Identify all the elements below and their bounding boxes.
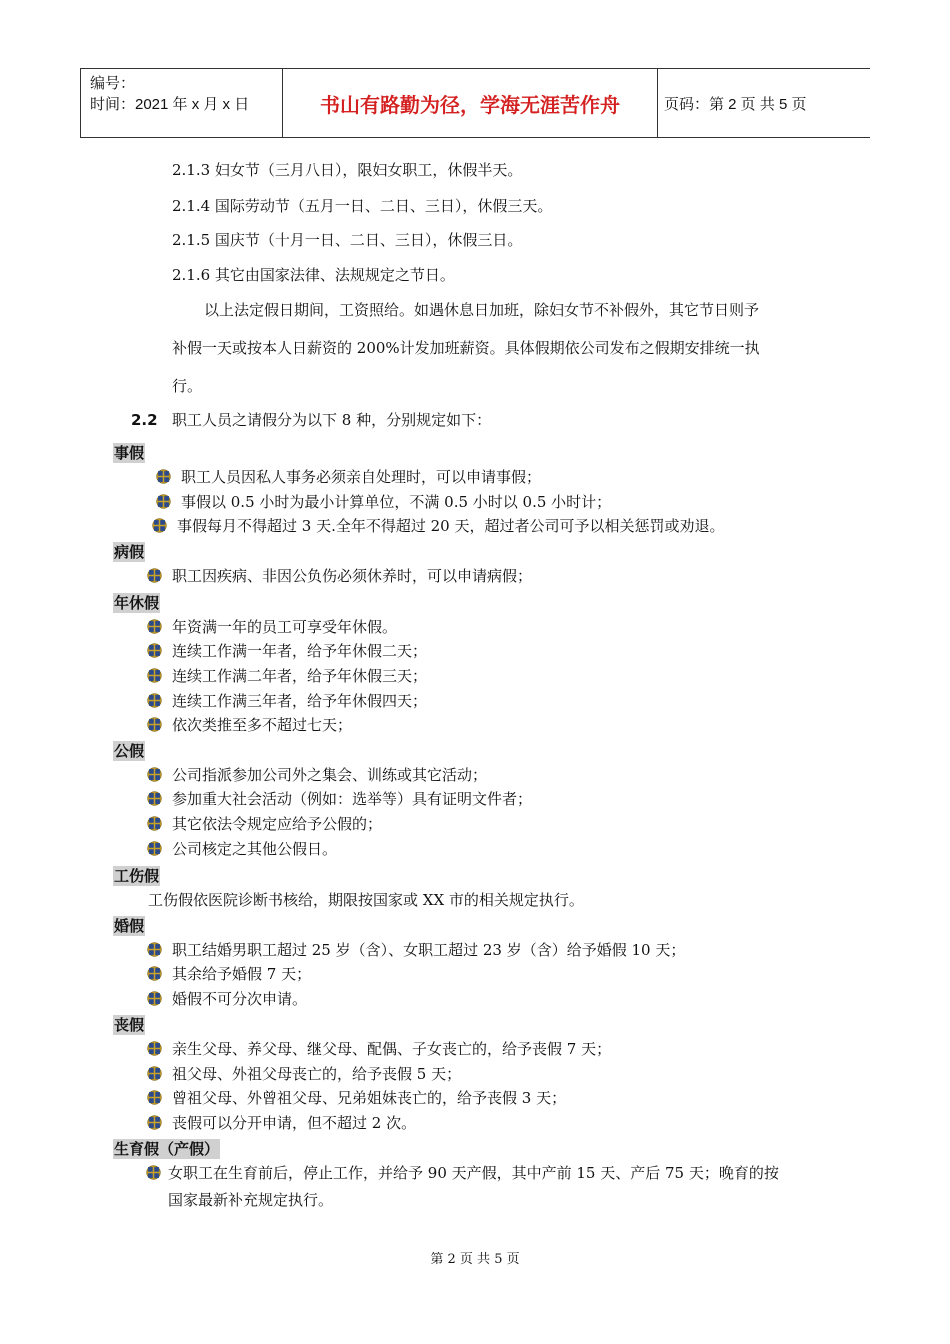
holiday-note-line: 以上法定假日期间，工资照给。如遇休息日加班，除妇女节不补假外，其它节日则予 — [204, 301, 760, 319]
section-title-official-leave: 公假 — [114, 742, 145, 760]
list-item: 职工结婚男职工超过 25 岁（含）、女职工超过 23 岁（含）给予婚假 10 天； — [172, 940, 685, 960]
holiday-note-line: 行。 — [172, 377, 203, 395]
bullet-icon — [147, 816, 162, 831]
list-item: 连续工作满一年者，给予年休假二天； — [172, 641, 427, 661]
bullet-icon — [152, 518, 167, 533]
bullet-icon — [147, 643, 162, 658]
list-item: 亲生父母、养父母、继父母、配偶、子女丧亡的，给予丧假 7 天； — [172, 1039, 611, 1059]
bullet-icon — [147, 1115, 162, 1130]
injury-leave-text: 工伤假依医院诊断书核给，期限按国家或 XX 市的相关规定执行。 — [148, 891, 584, 909]
section-title-personal-leave: 事假 — [114, 444, 145, 462]
list-item: 丧假可以分开申请，但不超过 2 次。 — [172, 1113, 416, 1133]
list-item: 职工人员因私人事务必须亲自处理时，可以申请事假； — [181, 467, 541, 487]
header-divider — [80, 69, 81, 137]
bullet-icon — [147, 966, 162, 981]
list-item: 祖父母、外祖父母丧亡的，给予丧假 5 天； — [172, 1064, 461, 1084]
document-time-label: 时间：2021 年 x 月 x 日 — [90, 96, 250, 113]
bullet-icon — [147, 991, 162, 1006]
bullet-icon — [147, 841, 162, 856]
bullet-icon — [147, 568, 162, 583]
clause-2-1-6: 2.1.6 其它由国家法律、法规规定之节日。 — [172, 266, 455, 284]
page-footer: 第 2 页 共 5 页 — [430, 1252, 520, 1267]
list-item: 女职工在生育前后，停止工作，并给予 90 天产假，其中产前 15 天、产后 75 天；晚育的按 — [168, 1163, 779, 1183]
bullet-icon — [147, 791, 162, 806]
bullet-icon — [147, 942, 162, 957]
list-item: 其余给予婚假 7 天； — [172, 964, 311, 984]
clause-2-2-number: 2.2 — [131, 411, 158, 429]
bullet-icon — [147, 1090, 162, 1105]
list-item: 公司指派参加公司外之集会、训练或其它活动； — [172, 765, 487, 785]
section-title-funeral-leave: 丧假 — [114, 1016, 145, 1034]
list-item: 曾祖父母、外曾祖父母、兄弟姐妹丧亡的，给予丧假 3 天； — [172, 1088, 566, 1108]
bullet-icon — [156, 494, 171, 509]
clause-2-2-text: 职工人员之请假分为以下 8 种，分别规定如下： — [172, 411, 492, 429]
header-motto: 书山有路勤为径，学海无涯苦作舟 — [320, 92, 620, 117]
section-title-annual-leave: 年休假 — [114, 594, 160, 612]
bullet-icon — [147, 1066, 162, 1081]
clause-2-1-5: 2.1.5 国庆节（十月一日、二日、三日），休假三日。 — [172, 231, 523, 249]
maternity-leave-text-continued: 国家最新补充规定执行。 — [168, 1191, 334, 1209]
bullet-icon — [147, 767, 162, 782]
list-item: 公司核定之其他公假日。 — [172, 839, 337, 859]
clause-2-1-3: 2.1.3 妇女节（三月八日），限妇女职工，休假半天。 — [172, 161, 523, 179]
clause-2-1-4: 2.1.4 国际劳动节（五月一日、二日、三日），休假三天。 — [172, 197, 553, 215]
list-item: 参加重大社会活动（例如：选举等）具有证明文件者； — [172, 789, 532, 809]
list-item: 年资满一年的员工可享受年休假。 — [172, 617, 397, 637]
bullet-icon — [147, 668, 162, 683]
section-title-sick-leave: 病假 — [114, 543, 145, 561]
document-number-label: 编号： — [90, 75, 136, 92]
holiday-note-line: 补假一天或按本人日薪资的 200%计发加班薪资。具体假期依公司发布之假期安排统一执 — [172, 339, 760, 357]
header-page-number: 页码：第 2 页 共 5 页 — [664, 95, 807, 113]
bullet-icon — [147, 693, 162, 708]
bullet-icon — [146, 1165, 161, 1180]
list-item: 连续工作满二年者，给予年休假三天； — [172, 666, 427, 686]
page-header — [80, 68, 870, 138]
bullet-icon — [156, 469, 171, 484]
header-meta — [90, 73, 249, 115]
list-item: 连续工作满三年者，给予年休假四天； — [172, 691, 427, 711]
list-item: 职工因疾病、非因公负伤必须休养时，可以申请病假； — [172, 566, 532, 586]
list-item: 其它依法令规定应给予公假的； — [172, 814, 382, 834]
bullet-icon — [147, 1041, 162, 1056]
bullet-icon — [147, 717, 162, 732]
section-title-maternity-leave: 生育假（产假） — [114, 1140, 220, 1158]
list-item: 婚假不可分次申请。 — [172, 989, 307, 1009]
section-title-marriage-leave: 婚假 — [114, 917, 145, 935]
bullet-icon — [147, 619, 162, 634]
header-divider — [657, 69, 658, 137]
section-title-injury-leave: 工伤假 — [114, 867, 160, 885]
list-item: 事假以 0.5 小时为最小计算单位，不满 0.5 小时以 0.5 小时计； — [181, 492, 611, 512]
list-item: 事假每月不得超过 3 天.全年不得超过 20 天，超过者公司可予以相关惩罚或劝退。 — [177, 516, 724, 536]
list-item: 依次类推至多不超过七天； — [172, 715, 352, 735]
